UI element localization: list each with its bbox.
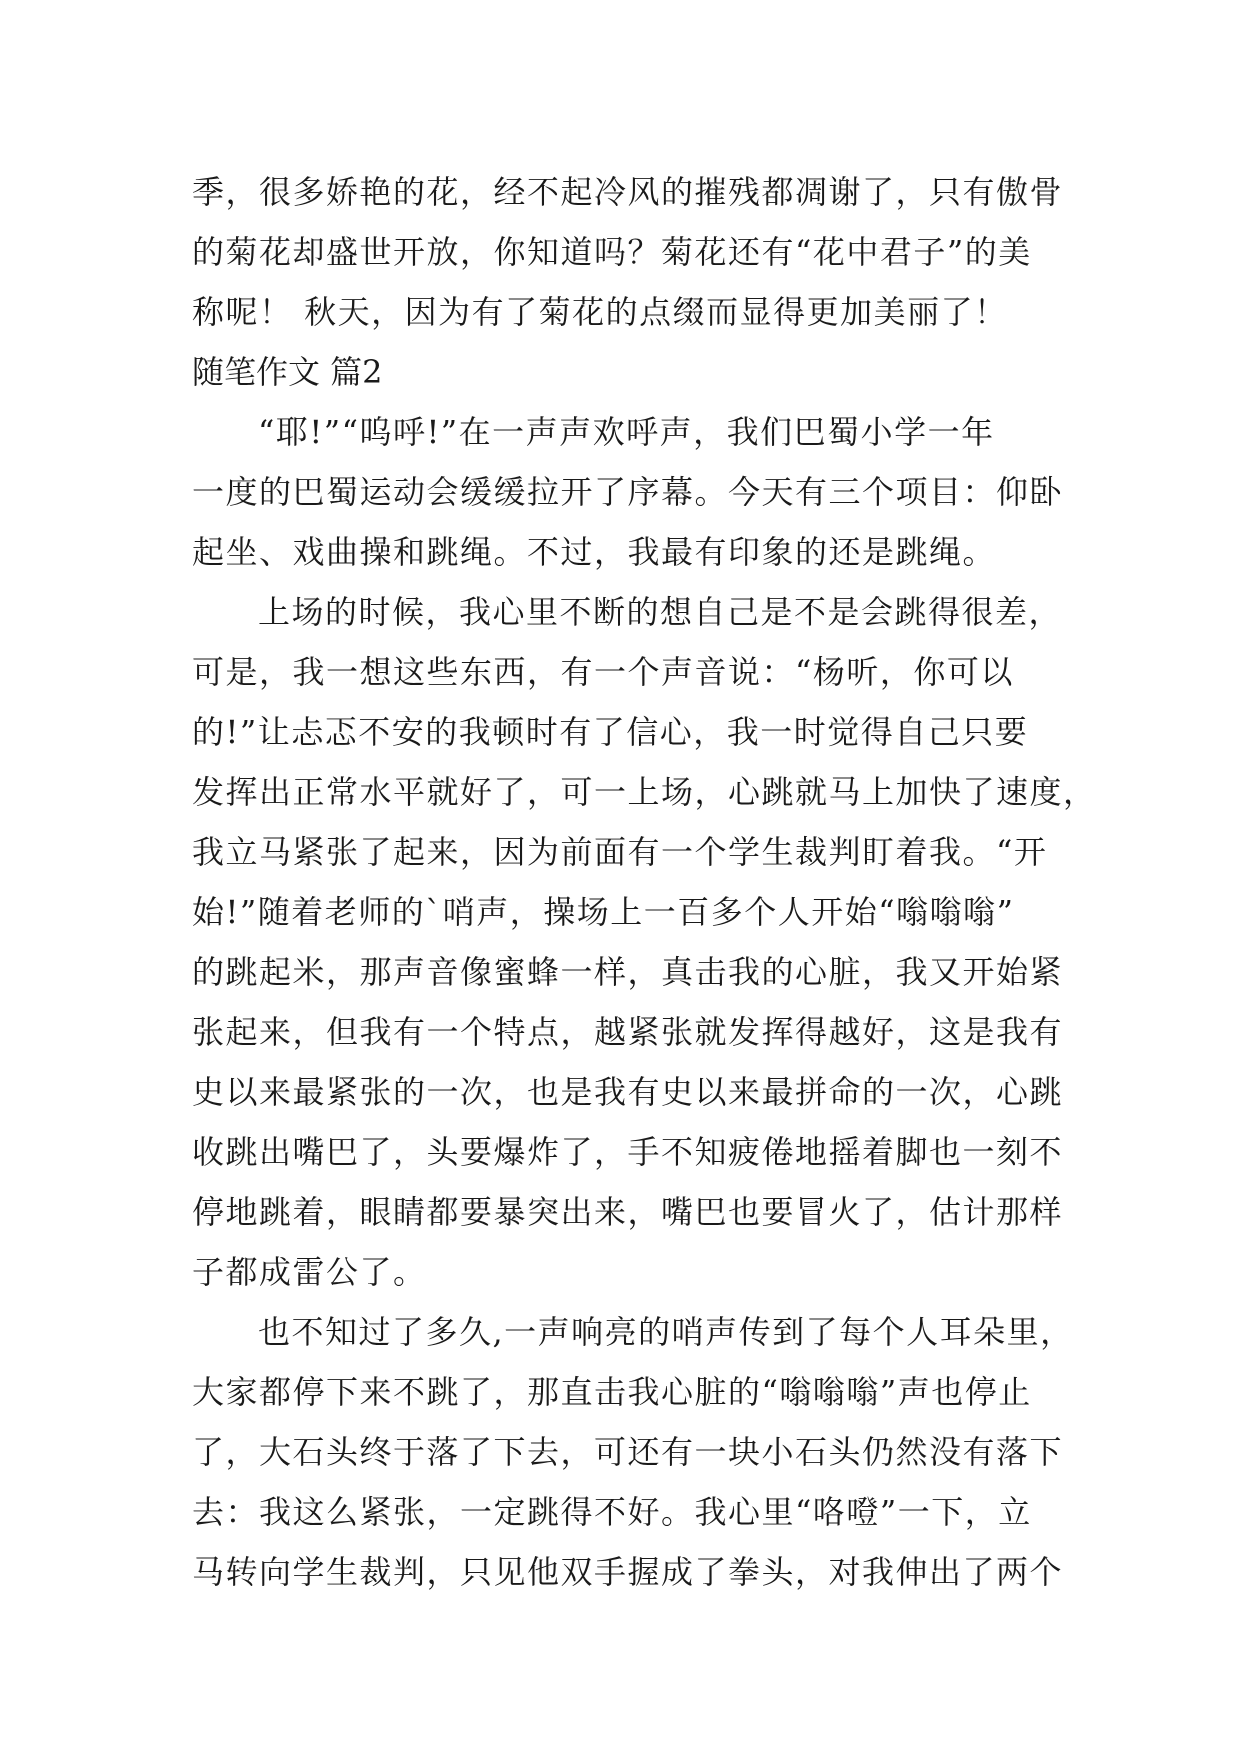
text-line: 收跳出嘴巴了，头要爆炸了，手不知疲倦地摇着脚也一刻不 [192,1133,1064,1171]
text-line: 子都成雷公了。 [192,1253,427,1291]
text-line: 我立马紧张了起来，因为前面有一个学生裁判盯着我。“开 [192,833,1048,871]
text-line: 马转向学生裁判，只见他双手握成了拳头，对我伸出了两个 [192,1553,1064,1591]
paragraph-first-line: 上场的时候，我心里不断的想自己是不是会跳得很差， [258,593,1063,631]
paragraph-first-line: 也不知过了多久,一声响亮的哨声传到了每个人耳朵里， [258,1313,1074,1351]
text-line: 的跳起米，那声音像蜜蜂一样，真击我的心脏，我又开始紧 [192,953,1064,991]
text-line: 大家都停下来不跳了，那直击我心脏的“嗡嗡嗡”声也停止 [192,1373,1032,1411]
text-line: 史以来最紧张的一次，也是我有史以来最拼命的一次，心跳 [192,1073,1064,1111]
paragraph-first-line: “耶!”“呜呼!”在一声声欢呼声，我们巴蜀小学一年 [258,413,995,451]
text-line: 张起来，但我有一个特点，越紧张就发挥得越好，这是我有 [192,1013,1064,1051]
text-line: 的!”让忐忑不安的我顿时有了信心，我一时觉得自己只要 [192,713,1029,751]
text-line: 去：我这么紧张，一定跳得不好。我心里“咯噔”一下，立 [192,1493,1032,1531]
text-line: 的菊花却盛世开放，你知道吗？菊花还有“花中君子”的美 [192,233,1032,271]
text-line: 始!”随着老师的`哨声，操场上一百多个人开始“嗡嗡嗡” [192,893,1015,931]
text-line: 季，很多娇艳的花，经不起冷风的摧残都凋谢了，只有傲骨 [192,173,1064,211]
text-line: 起坐、戏曲操和跳绳。不过，我最有印象的还是跳绳。 [192,533,997,571]
text-line: 了，大石头终于落了下去，可还有一块小石头仍然没有落下 [192,1433,1064,1471]
text-line: 一度的巴蜀运动会缓缓拉开了序幕。今天有三个项目：仰卧 [192,473,1064,511]
text-line: 可是，我一想这些东西，有一个声音说：“杨听，你可以 [192,653,1014,691]
text-line: 称呢！ 秋天，因为有了菊花的点缀而显得更加美丽了！ [192,293,1008,331]
document-body [192,162,1097,1602]
section-heading: 随笔作文 篇2 [192,353,383,391]
text-line: 停地跳着，眼睛都要暴突出来，嘴巴也要冒火了，估计那样 [192,1193,1064,1231]
text-line: 发挥出正常水平就好了，可一上场，心跳就马上加快了速度， [192,773,1097,811]
